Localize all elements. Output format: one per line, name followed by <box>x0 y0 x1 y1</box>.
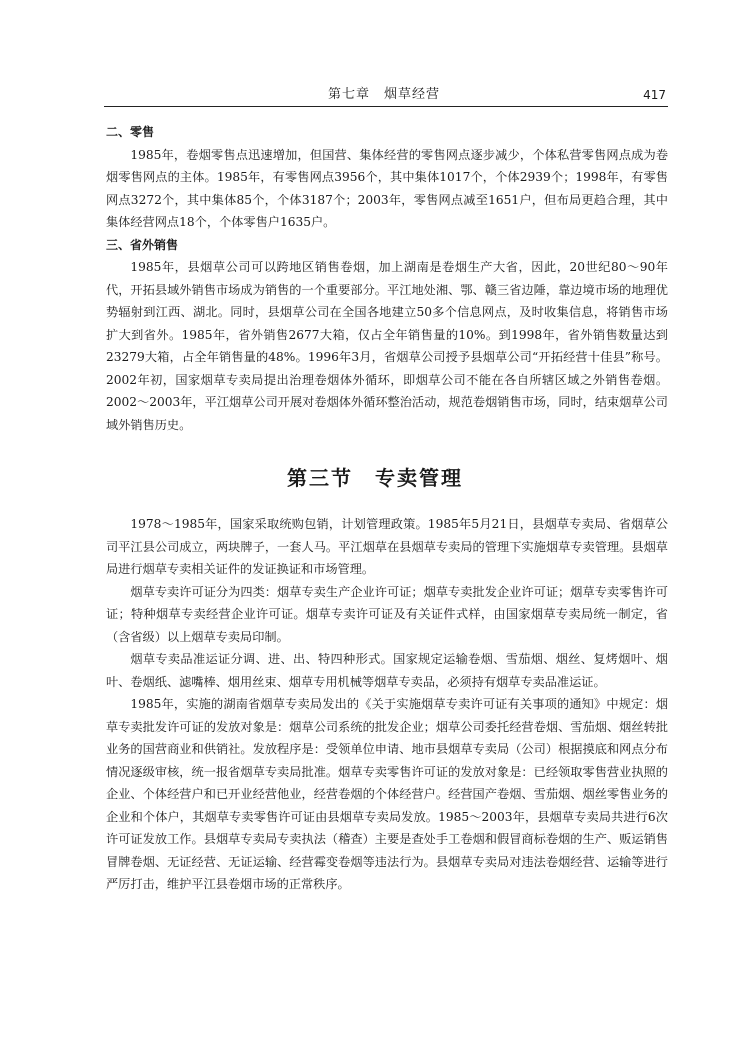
running-header <box>106 84 666 106</box>
retail-heading: 二、零售 <box>106 125 155 139</box>
chapter-title: 第七章 烟草经营 <box>328 87 441 102</box>
page-number: 417 <box>643 88 666 102</box>
header-rule <box>104 106 668 107</box>
retail-paragraph: 1985年，卷烟零售点迅速增加，但国营、集体经营的零售网点逐步减少，个体私营零售网点成为卷烟零售网点的主体。1985年，有零售网点3956个，其中集体1017个，个体2939个；1998年，有零售网点3272个，其中集体85个，个体3187个；2003年，零售网点减至1651户，但布局更趋合理，其中集体经营网点18个，个体零售户1635户。 <box>106 147 668 229</box>
monopoly-paragraph-3: 烟草专卖品准运证分调、进、出、特四种形式。国家规定运输卷烟、雪茄烟、烟丝、复烤烟叶、烟叶、卷烟纸、滤嘴棒、烟用丝束、烟草专用机械等烟草专卖品，必须持有烟草专卖品准运证。 <box>106 652 668 689</box>
section-name: 专卖管理 <box>375 466 463 490</box>
monopoly-paragraph-2: 烟草专卖许可证分为四类：烟草专卖生产企业许可证；烟草专卖批发企业许可证；烟草专卖零售许可证；特种烟草专卖经营企业许可证。烟草专卖许可证及有关证件式样，由国家烟草专卖局统一制定，省（含省级）以上烟草专卖局印制。 <box>106 584 668 644</box>
monopoly-section <box>106 513 668 896</box>
monopoly-paragraph-4: 1985年，实施的湖南省烟草专卖局发出的《关于实施烟草专卖许可证有关事项的通知》中规定：烟草专卖批发许可证的发放对象是：烟草公司系统的批发企业；烟草公司委托经营卷烟、雪茄烟、烟丝转批业务的国营商业和供销社。发放程序是：受领单位申请、地市县烟草专卖局（公司）根据摸底和网点分布情况逐级审核，统一报省烟草专卖局批准。烟草专卖零售许可证的发放对象是：已经领取零售营业执照的企业、个体经营户和已开业经营他业，经营卷烟的个体经营户。经营国产卷烟、雪茄烟、烟丝零售业务的企业和个体户，其烟草专卖零售许可证由县烟草专卖局发放。1985～2003年，县烟草专卖局共进行6次许可证发放工作。县烟草专卖局专卖执法（稽查）主要是查处手工卷烟和假冒商标卷烟的生产、贩运销售冒牌卷烟、无证经营、无证运输、经营霉变卷烟等违法行为。县烟草专卖局对违法卷烟经营、运输等进行严厉打击，维护平江县卷烟市场的正常秩序。 <box>106 697 668 891</box>
section-title <box>0 462 750 491</box>
retail-section <box>106 121 668 436</box>
out-of-province-paragraph: 1985年，县烟草公司可以跨地区销售卷烟，加上湖南是卷烟生产大省，因此，20世纪80～90年代，开拓县域外销售市场成为销售的一个重要部分。平江地处湘、鄂、赣三省边陲，靠边境市场的地理优势辐射到江西、湖北。同时，县烟草公司在全国各地建立50多个信息网点，及时收集信息，将销售市场扩大到省外。1985年，省外销售2677大箱，仅占全年销售量的10%。到1998年，省外销售数量达到23279大箱，占全年销售量的48%。1996年3月，省烟草公司授予县烟草公司“开拓经营十佳县”称号。2002年初，国家烟草专卖局提出治理卷烟体外循环，即烟草公司不能在各自所辖区域之外销售卷烟。2002～2003年，平江烟草公司开展对卷烟体外循环整治活动，规范卷烟销售市场，同时，结束烟草公司域外销售历史。 <box>106 260 668 432</box>
out-of-province-heading: 三、省外销售 <box>106 237 179 252</box>
section-number: 第三节 <box>287 466 353 490</box>
monopoly-paragraph-1: 1978～1985年，国家采取统购包销，计划管理政策。1985年5月21日，县烟草专卖局、省烟草公司平江县公司成立，两块牌子，一套人马。平江烟草在县烟草专卖局的管理下实施烟草专卖管理。县烟草局进行烟草专卖相关证件的发证换证和市场管理。 <box>106 517 668 576</box>
